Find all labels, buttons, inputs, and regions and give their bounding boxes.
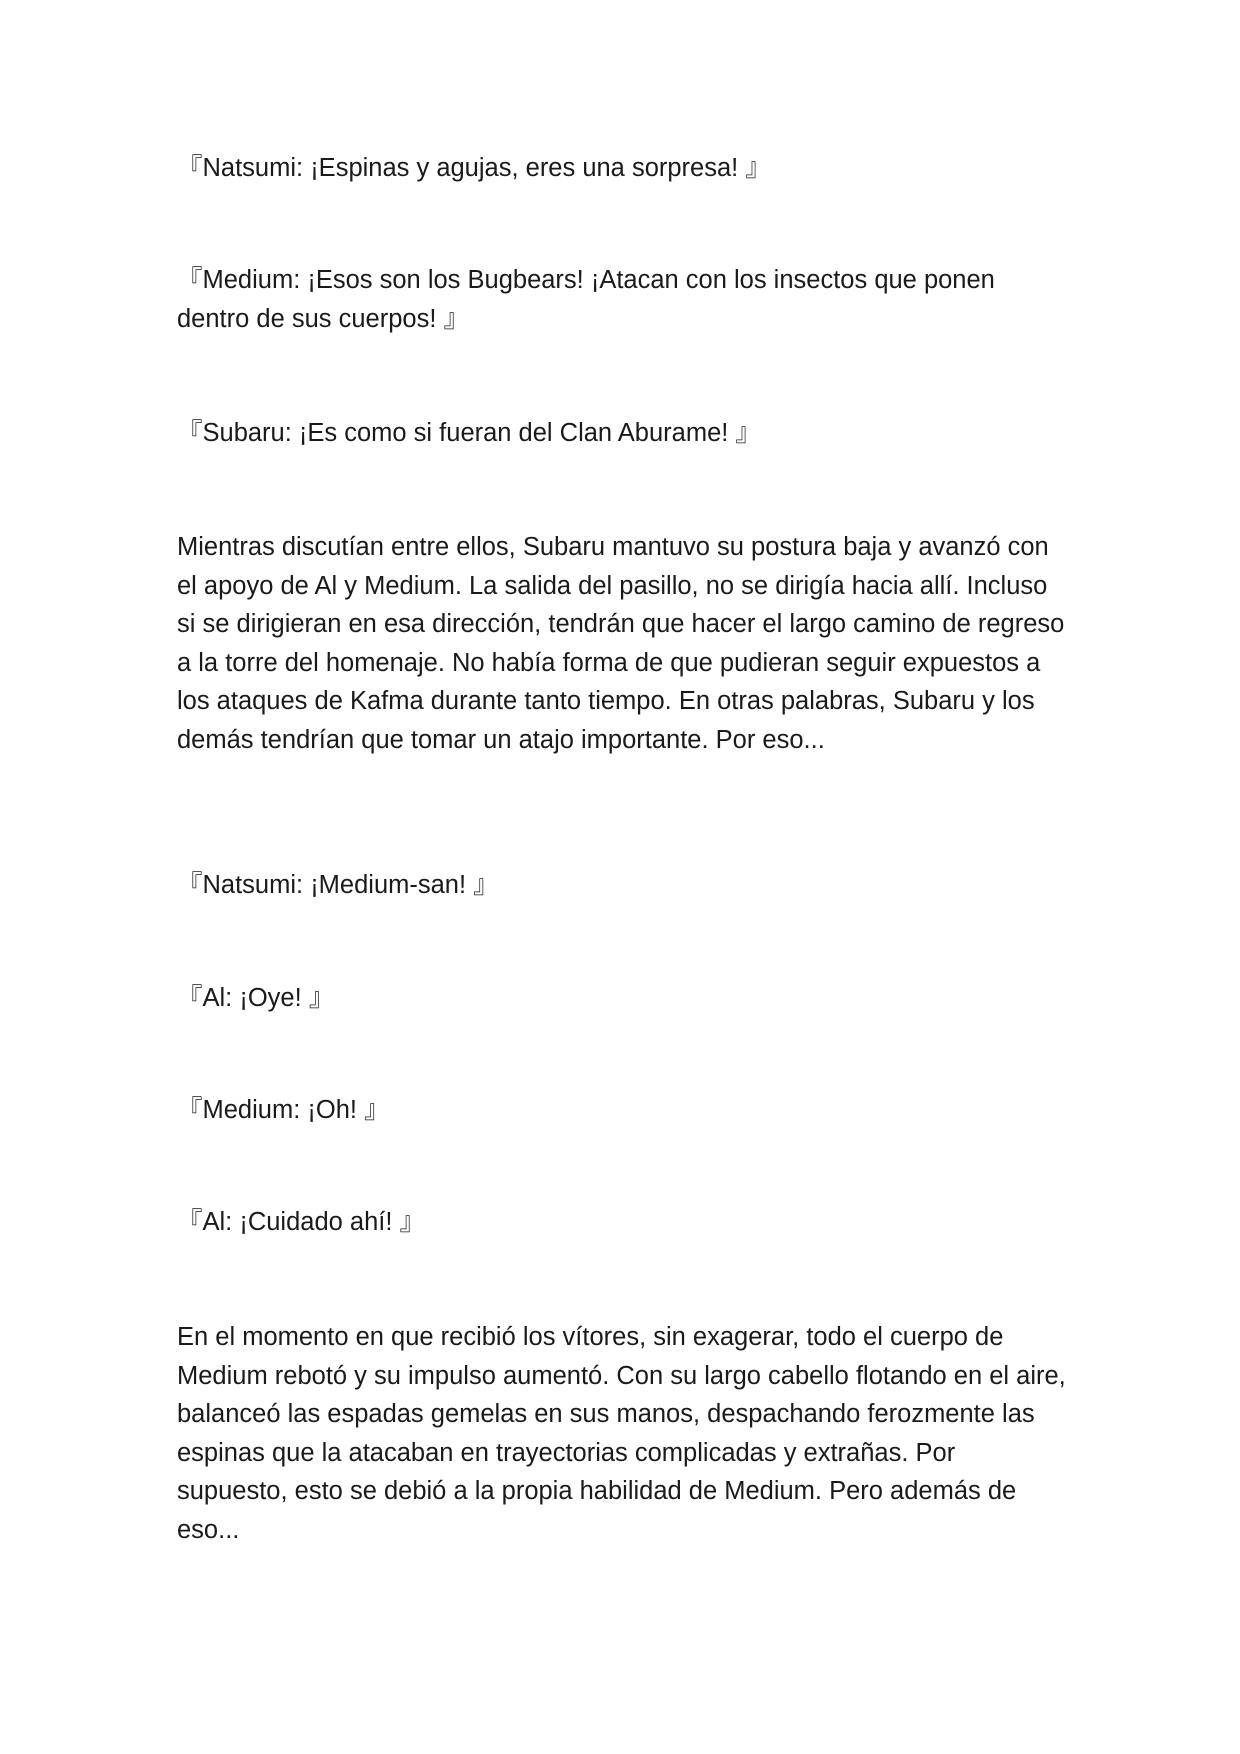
narration-paragraph-1: Mientras discutían entre ellos, Subaru mantuvo su postura baja y avanzó con el apoyo de Al y Medium. La salida del pasillo, no se dirigía hacia allí. Incluso si se dirigieran en esa dirección, tendrán que hacer el largo camino de regreso a la torre del homenaje. No había forma de que pudieran seguir expuestos a los ataques de Kafma durante tanto tiempo. En otras palabras, Subaru y los demás tendrían que tomar un atajo importante. Por eso... xyxy=(177,533,1065,754)
dialogue-natsumi-espinas: 『Natsumi: ¡Espinas y agujas, eres una sorpresa! 』 xyxy=(177,154,771,182)
narration-paragraph-2: En el momento en que recibió los vítores, sin exagerar, todo el cuerpo de Medium rebotó y su impulso aumentó. Con su largo cabello flotando en el aire, balanceó las espadas gemelas en sus manos, despachando ferozmente las espinas que la atacaban en trayectorias complicadas y extrañas. Por supuesto, esto se debió a la propia habilidad de Medium. Pero además de eso... xyxy=(177,1323,1066,1544)
dialogue-subaru-aburame: 『Subaru: ¡Es como si fueran del Clan Aburame! 』 xyxy=(177,419,761,447)
dialogue-al-cuidado: 『Al: ¡Cuidado ahí! 』 xyxy=(177,1208,426,1236)
dialogue-natsumi-medium-san: 『Natsumi: ¡Medium-san! 』 xyxy=(177,871,499,899)
dialogue-al-oye: 『Al: ¡Oye! 』 xyxy=(177,984,335,1012)
dialogue-medium-bugbears: 『Medium: ¡Esos son los Bugbears! ¡Atacan con los insectos que ponen dentro de sus cuerpos! 』 xyxy=(177,266,995,333)
dialogue-medium-oh: 『Medium: ¡Oh! 』 xyxy=(177,1096,390,1124)
